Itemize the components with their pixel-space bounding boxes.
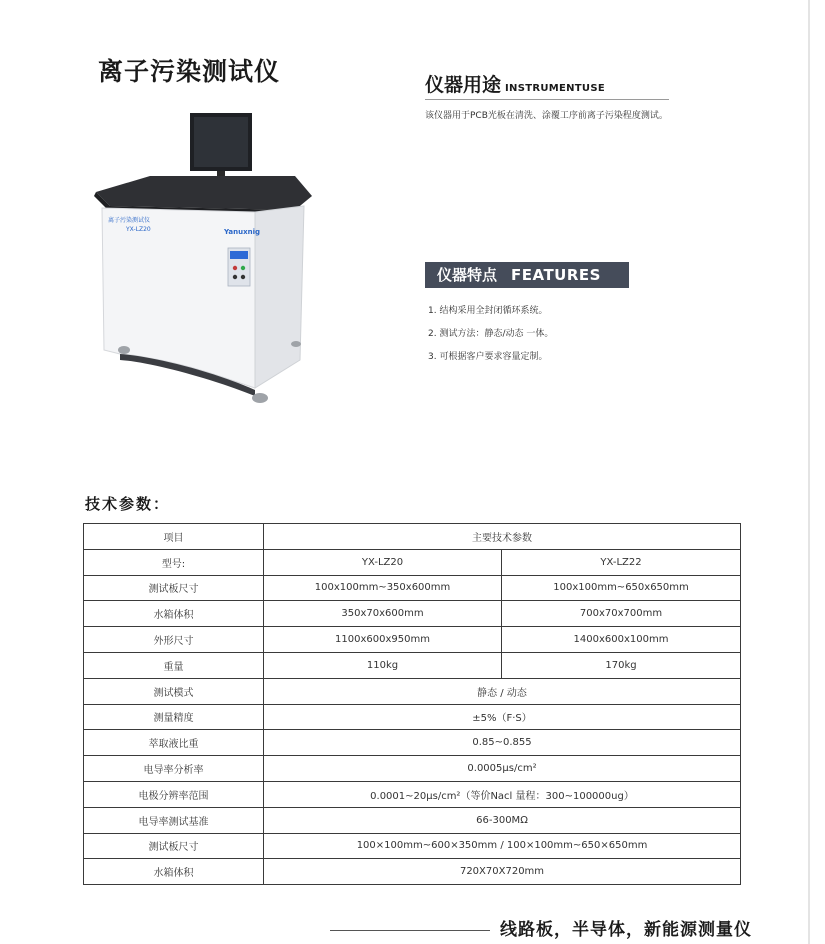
cabinet-side (255, 206, 304, 388)
table-cell: 700x70x700mm (502, 601, 741, 627)
table-cell: 110kg (264, 652, 502, 678)
table-cell: 重量 (84, 652, 264, 678)
table-cell: 电导率分析率 (84, 756, 264, 782)
table-row (84, 859, 741, 885)
feature-item: 1. 结构采用全封闭循环系统。 (428, 306, 548, 316)
table-cell: 萃取液比重 (84, 730, 264, 756)
table-row (84, 833, 741, 859)
features-heading-zh: 仪器特点 (437, 266, 498, 284)
spec-table (83, 523, 741, 885)
table-cell: 0.85~0.855 (264, 730, 741, 756)
table-cell: 型号: (84, 549, 264, 575)
table-cell: 0.0001~20μs/cm²（等价Nacl 量程：300~100000ug） (264, 781, 741, 807)
spec-heading: 技术参数： (85, 495, 171, 513)
table-cell: 水箱体积 (84, 601, 264, 627)
table-row (84, 627, 741, 653)
table-row (84, 807, 741, 833)
table-cell: 测试板尺寸 (84, 575, 264, 601)
usage-heading (425, 70, 605, 97)
table-cell: 水箱体积 (84, 859, 264, 885)
page-title: 离子污染测试仪 (98, 57, 281, 86)
footer-divider (330, 930, 490, 931)
table-cell: 电导率测试基准 (84, 807, 264, 833)
svg-text:Yanuxnig: Yanuxnig (224, 228, 261, 236)
table-row (84, 575, 741, 601)
footer-tagline: 线路板，半导体，新能源测量仪 (500, 920, 752, 940)
table-row (84, 730, 741, 756)
table-cell: 静态 / 动态 (264, 678, 741, 704)
page-edge (808, 0, 810, 944)
features-heading-en: FEATURES (511, 266, 601, 284)
usage-heading-zh: 仪器用途 (425, 74, 502, 96)
table-row (84, 678, 741, 704)
table-cell: 1100x600x950mm (264, 627, 502, 653)
table-cell: 100x100mm~650x650mm (502, 575, 741, 601)
table-cell: 100×100mm~600×350mm / 100×100mm~650×650mm (264, 833, 741, 859)
table-cell: 66-300MΩ (264, 807, 741, 833)
svg-text:YX-LZ20: YX-LZ20 (126, 226, 151, 233)
table-cell: 主要技术参数 (264, 524, 741, 550)
table-cell: 电极分辨率范围 (84, 781, 264, 807)
table-cell: 0.0005μs/cm² (264, 756, 741, 782)
table-row (84, 652, 741, 678)
table-cell: 测量精度 (84, 704, 264, 730)
table-cell: 项目 (84, 524, 264, 550)
usage-divider (425, 99, 669, 100)
table-cell: YX-LZ22 (502, 549, 741, 575)
table-row (84, 704, 741, 730)
table-cell: 720X70X720mm (264, 859, 741, 885)
table-row (84, 524, 741, 550)
table-cell: 外形尺寸 (84, 627, 264, 653)
table-row (84, 601, 741, 627)
table-cell: YX-LZ20 (264, 549, 502, 575)
table-cell: 350x70x600mm (264, 601, 502, 627)
instrument-image (90, 110, 320, 410)
table-row (84, 781, 741, 807)
table-row (84, 756, 741, 782)
table-cell: ±5%（F·S） (264, 704, 741, 730)
table-cell: 170kg (502, 652, 741, 678)
usage-text: 该仪器用于PCB光板在清洗、涂覆工序前离子污染程度测试。 (425, 111, 668, 121)
table-row (84, 549, 741, 575)
table-cell: 100x100mm~350x600mm (264, 575, 502, 601)
table-cell: 测试板尺寸 (84, 833, 264, 859)
features-heading (425, 262, 629, 288)
table-cell: 1400x600x100mm (502, 627, 741, 653)
svg-text:离子污染测试仪: 离子污染测试仪 (108, 217, 151, 224)
table-cell: 测试模式 (84, 678, 264, 704)
countertop (96, 176, 312, 210)
feature-item: 3. 可根据客户要求容量定制。 (428, 352, 548, 362)
feature-item: 2. 测试方法：静态/动态 一体。 (428, 329, 554, 339)
usage-heading-en: INSTRUMENTUSE (505, 83, 605, 94)
